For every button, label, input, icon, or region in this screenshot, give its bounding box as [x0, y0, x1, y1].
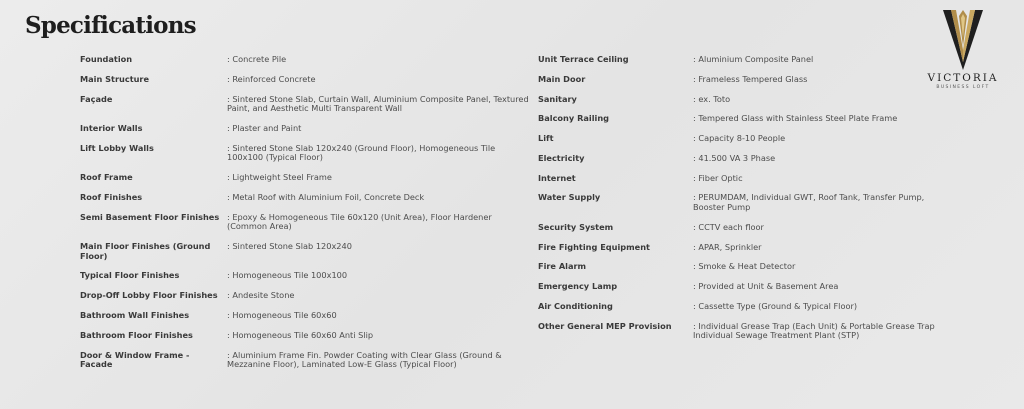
spec-value: : ex. Toto: [693, 93, 731, 104]
spec-label: Foundation: [80, 54, 133, 64]
spec-label: Internet: [538, 172, 576, 183]
logo-subtitle: BUSINESS LOFT: [936, 85, 990, 90]
spec-row: [538, 262, 938, 272]
spec-value: : Aluminium Frame Fin. Powder Coating with Clear Glass (Ground & Mezzanine Floor), Laminated Low-E Glass (Typical Floor): [227, 349, 502, 370]
spec-label: Fire Alarm: [538, 261, 587, 272]
spec-row: [538, 134, 938, 144]
spec-row: [80, 291, 530, 301]
page-title: Specifications: [25, 12, 196, 39]
specs-right-column: [538, 55, 938, 351]
specs-left-column: [80, 55, 530, 380]
spec-label: Main Floor Finishes (Ground Floor): [80, 241, 211, 261]
spec-row: [80, 193, 530, 203]
victoria-v-emblem-icon: [943, 10, 983, 70]
spec-row: [538, 322, 938, 341]
spec-value: : Homogeneous Tile 60x60: [227, 309, 337, 320]
spec-row: [538, 114, 938, 124]
spec-label: Façade: [80, 93, 113, 104]
spec-value: : Fiber Optic: [693, 172, 743, 183]
spec-row: [538, 95, 938, 105]
spec-label: Door & Window Frame - Facade: [80, 349, 190, 370]
spec-row: [538, 174, 938, 184]
logo-name: VICTORIA: [927, 72, 999, 84]
spec-label: Roof Frame: [80, 172, 133, 183]
spec-label: Bathroom Floor Finishes: [80, 329, 193, 340]
spec-row: [538, 243, 938, 253]
spec-value: : Epoxy & Homogeneous Tile 60x120 (Unit Area), Floor Hardener (Common Area): [227, 211, 492, 232]
spec-row: [538, 154, 938, 164]
spec-value: : Lightweight Steel Frame: [227, 172, 332, 183]
spec-value: : Plaster and Paint: [227, 122, 302, 133]
spec-value: : Homogeneous Tile 60x60 Anti Slip: [227, 329, 374, 340]
spec-label: Lift Lobby Walls: [80, 142, 154, 153]
spec-row: [538, 223, 938, 233]
spec-row: [80, 271, 530, 281]
spec-label: Balcony Railing: [538, 113, 610, 124]
spec-row: [80, 331, 530, 341]
spec-value: : Provided at Unit & Basement Area: [693, 281, 839, 292]
spec-label: Interior Walls: [80, 122, 143, 133]
spec-value: : Concrete Pile: [227, 54, 287, 64]
spec-row: [538, 193, 938, 212]
spec-row: [80, 242, 530, 261]
spec-value: : Sintered Stone Slab 120x240 (Ground Floor), Homogeneous Tile 100x100 (Typical Floor): [227, 142, 496, 163]
spec-label: Water Supply: [538, 192, 601, 203]
spec-row: [538, 302, 938, 312]
spec-label: Security System: [538, 221, 614, 232]
spec-row: [80, 311, 530, 321]
spec-value: : Reinforced Concrete: [227, 73, 316, 84]
spec-label: Other General MEP Provision: [538, 320, 672, 331]
spec-label: Typical Floor Finishes: [80, 270, 180, 281]
spec-value: : Capacity 8-10 People: [693, 133, 786, 144]
spec-value: : Metal Roof with Aluminium Foil, Concrete Deck: [227, 191, 425, 202]
spec-label: Sanitary: [538, 93, 577, 104]
spec-value: : Sintered Stone Slab 120x240: [227, 241, 352, 252]
spec-label: Main Structure: [80, 73, 150, 84]
spec-label: Main Door: [538, 73, 586, 84]
spec-value: : 41.500 VA 3 Phase: [693, 152, 776, 163]
spec-value: : Individual Grease Trap (Each Unit) & Portable Grease Trap Individual Sewage Treatment Plant (STP): [693, 320, 935, 341]
spec-label: Semi Basement Floor Finishes: [80, 211, 220, 222]
spec-row: [80, 351, 530, 370]
spec-label: Roof Finishes: [80, 191, 143, 202]
spec-value: : Sintered Stone Slab, Curtain Wall, Aluminium Composite Panel, Textured Paint, and Aesthetic Multi Transparent Wall: [227, 93, 529, 114]
spec-row: [538, 55, 938, 65]
spec-value: : Tempered Glass with Stainless Steel Plate Frame: [693, 113, 898, 124]
spec-value: : Frameless Tempered Glass: [693, 73, 808, 84]
spec-label: Air Conditioning: [538, 300, 613, 311]
spec-label: Fire Fighting Equipment: [538, 241, 650, 252]
spec-value: : Smoke & Heat Detector: [693, 261, 796, 272]
spec-label: Bathroom Wall Finishes: [80, 309, 190, 320]
spec-row: [80, 75, 530, 85]
spec-label: Drop-Off Lobby Floor Finishes: [80, 290, 218, 301]
spec-label: Unit Terrace Ceiling: [538, 54, 629, 64]
spec-row: [538, 282, 938, 292]
spec-value: : APAR, Sprinkler: [693, 241, 762, 252]
spec-row: [80, 124, 530, 134]
spec-value: : Aluminium Composite Panel: [693, 54, 814, 64]
spec-row: [80, 173, 530, 183]
spec-label: Electricity: [538, 152, 585, 163]
spec-value: : Andesite Stone: [227, 290, 295, 301]
spec-value: : CCTV each floor: [693, 221, 764, 232]
spec-value: : PERUMDAM, Individual GWT, Roof Tank, Transfer Pump, Booster Pump: [693, 192, 925, 213]
spec-label: Lift: [538, 133, 554, 144]
spec-value: : Homogeneous Tile 100x100: [227, 270, 348, 281]
spec-value: : Cassette Type (Ground & Typical Floor): [693, 300, 858, 311]
spec-row: [80, 55, 530, 65]
spec-row: [80, 95, 530, 114]
spec-label: Emergency Lamp: [538, 281, 618, 292]
spec-row: [538, 75, 938, 85]
spec-row: [80, 213, 530, 232]
spec-row: [80, 144, 530, 163]
